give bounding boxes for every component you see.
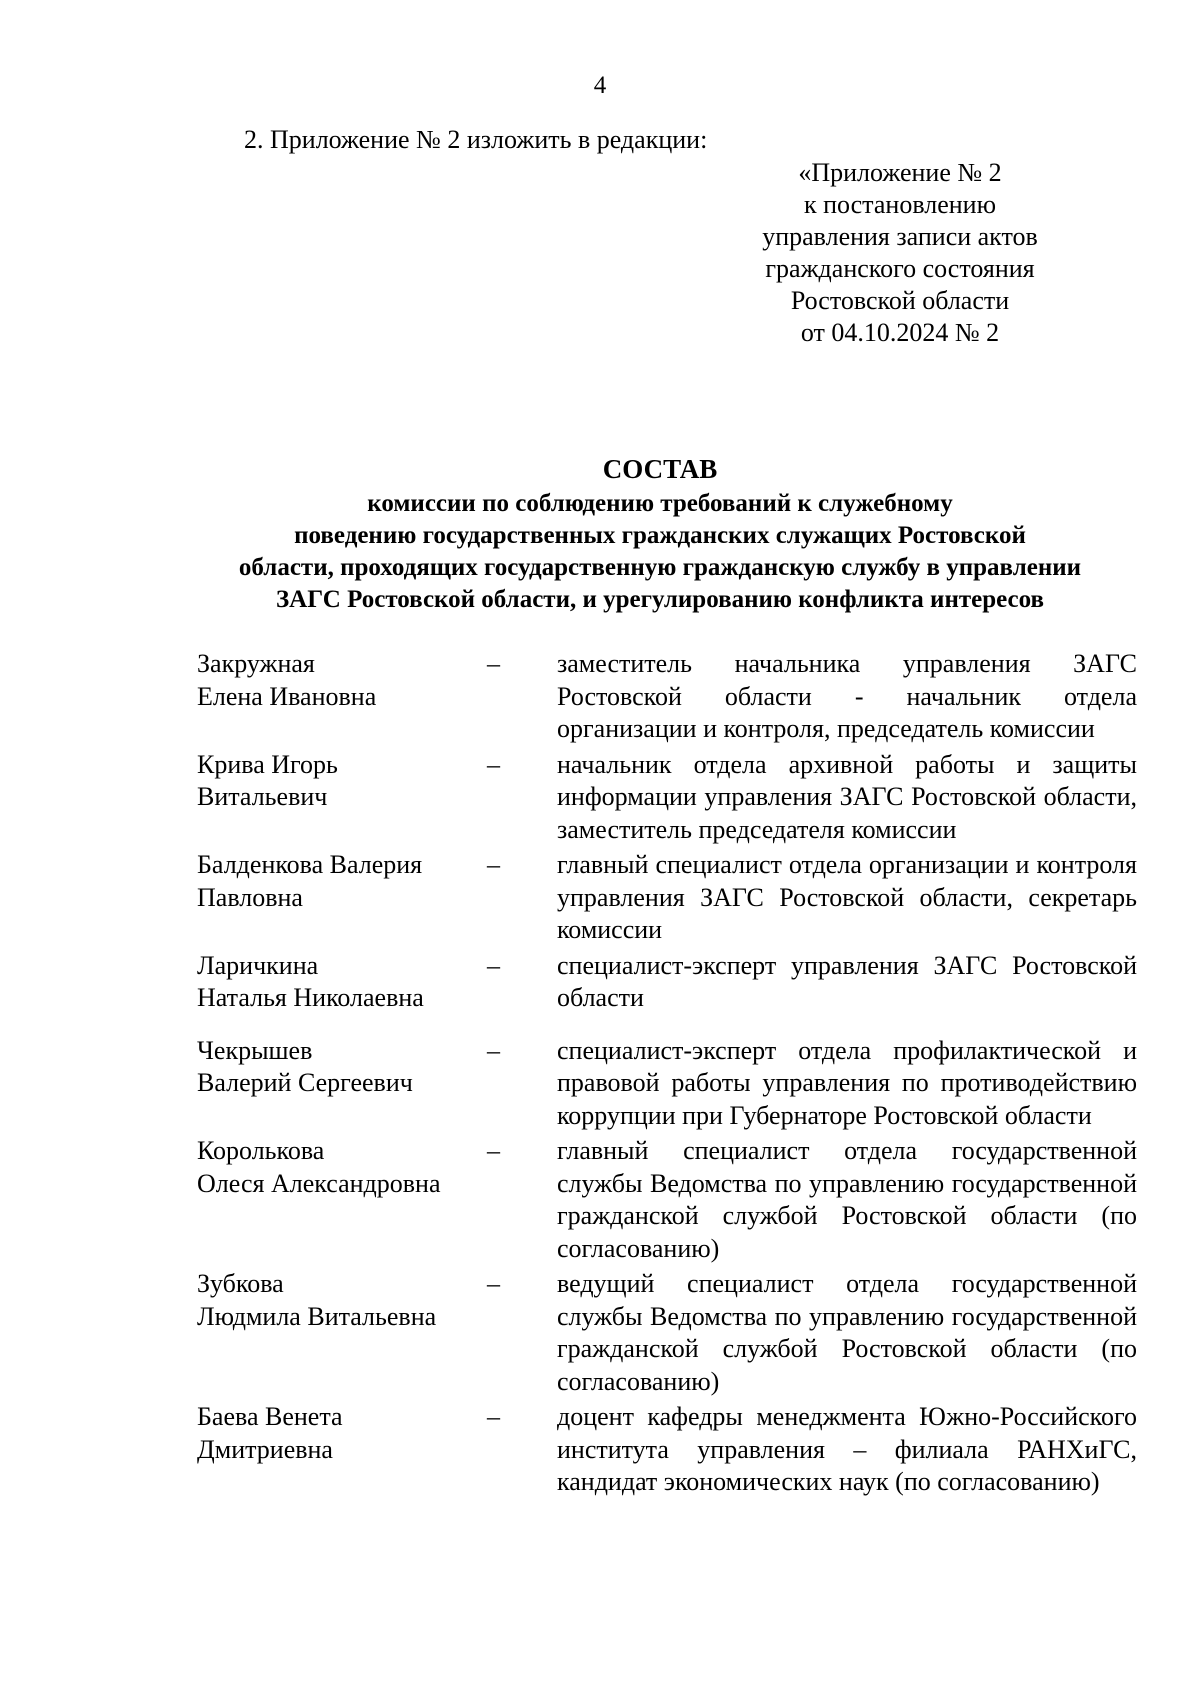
member-given-name: Наталья Николаевна — [197, 983, 424, 1012]
member-given-name: Витальевич — [197, 782, 328, 811]
member-surname: Ларичкина — [197, 950, 319, 980]
member-row — [197, 849, 1137, 947]
dash-separator: – — [487, 1269, 500, 1298]
member-position: заместитель начальника управления ЗАГС Ростовской области - начальник отдела организации и контроля, председатель комиссии — [557, 649, 1137, 743]
member-surname: Балденкова Валерия — [197, 850, 423, 879]
member-row — [197, 1035, 1137, 1133]
page-number: 4 — [593, 72, 607, 99]
member-row — [197, 950, 1137, 1015]
title-subheading — [120, 488, 1200, 616]
member-name — [197, 1035, 487, 1100]
appendix-line: гражданского состояния — [765, 254, 1035, 283]
title-line: комиссии по соблюдению требований к служебному — [367, 490, 953, 517]
member-row — [197, 648, 1137, 746]
appendix-header — [740, 157, 1060, 349]
title-line: области, проходящих государственную гражданскую службу в управлении — [238, 554, 1082, 581]
member-surname: Баева Венета — [197, 1402, 343, 1431]
title-line: ЗАГС Ростовской области, и урегулированию конфликта интересов — [275, 586, 1045, 613]
member-given-name: Валерий Сергеевич — [197, 1068, 413, 1097]
member-surname: Чекрышев — [197, 1035, 313, 1065]
member-surname: Королькова — [197, 1136, 325, 1165]
title-heading: СОСТАВ — [602, 454, 718, 484]
dash-separator: – — [487, 749, 500, 779]
member-name — [197, 849, 487, 914]
member-given-name: Дмитриевна — [197, 1434, 333, 1464]
member-position: специалист-эксперт отдела профилактической и правовой работы управления по противодействию коррупции при Губернаторе Ростовской области — [557, 1035, 1137, 1130]
member-position: специалист-эксперт управления ЗАГС Ростовской области — [557, 950, 1137, 1012]
dash-separator: – — [487, 850, 500, 879]
appendix-line: «Приложение № 2 — [798, 158, 1002, 187]
member-name — [197, 648, 487, 713]
members-list — [197, 648, 1137, 1499]
member-position: ведущий специалист отдела государственной службы Ведомства по управлению государственной гражданской службой Ростовской области (по согласованию) — [557, 1269, 1137, 1396]
document-title — [120, 452, 1200, 616]
member-row — [197, 1401, 1137, 1499]
member-position: главный специалист отдела государственной службы Ведомства по управлению государственной гражданской службой Ростовской области (по согласованию) — [557, 1136, 1137, 1263]
appendix-line: управления записи актов — [762, 222, 1038, 251]
member-name — [197, 749, 487, 814]
intro-paragraph: 2. Приложение № 2 изложить в редакции: — [244, 125, 708, 154]
member-position: главный специалист отдела организации и контроля управления ЗАГС Ростовской области, секретарь комиссии — [557, 850, 1137, 944]
member-name — [197, 1268, 487, 1333]
member-row — [197, 1268, 1137, 1398]
member-row — [197, 1135, 1137, 1265]
member-given-name: Людмила Витальевна — [197, 1301, 437, 1331]
member-given-name: Павловна — [197, 882, 303, 912]
dash-separator: – — [487, 1136, 500, 1165]
appendix-line: к постановлению — [803, 190, 997, 219]
dash-separator: – — [487, 649, 500, 678]
member-name — [197, 950, 487, 1015]
member-name — [197, 1135, 487, 1200]
member-position: начальник отдела архивной работы и защиты информации управления ЗАГС Ростовской области, заместитель председателя комиссии — [557, 749, 1137, 844]
appendix-line: Ростовской области — [790, 286, 1010, 315]
dash-separator: – — [487, 1035, 500, 1065]
member-surname: Зубкова — [197, 1269, 284, 1298]
title-line: поведению государственных гражданских служащих Ростовской — [294, 522, 1026, 549]
member-position: доцент кафедры менеджмента Южно-Российского института управления – филиала РАНХиГС, кандидат экономических наук (по согласованию) — [557, 1402, 1137, 1496]
member-surname: Закружная — [197, 649, 315, 678]
appendix-line: от 04.10.2024 № 2 — [800, 318, 1000, 347]
member-row — [197, 749, 1137, 847]
member-name — [197, 1401, 487, 1466]
dash-separator: – — [487, 1402, 500, 1431]
member-given-name: Олеся Александровна — [197, 1168, 441, 1198]
member-surname: Крива Игорь — [197, 749, 338, 779]
dash-separator: – — [487, 950, 500, 980]
member-given-name: Елена Ивановна — [197, 681, 377, 711]
